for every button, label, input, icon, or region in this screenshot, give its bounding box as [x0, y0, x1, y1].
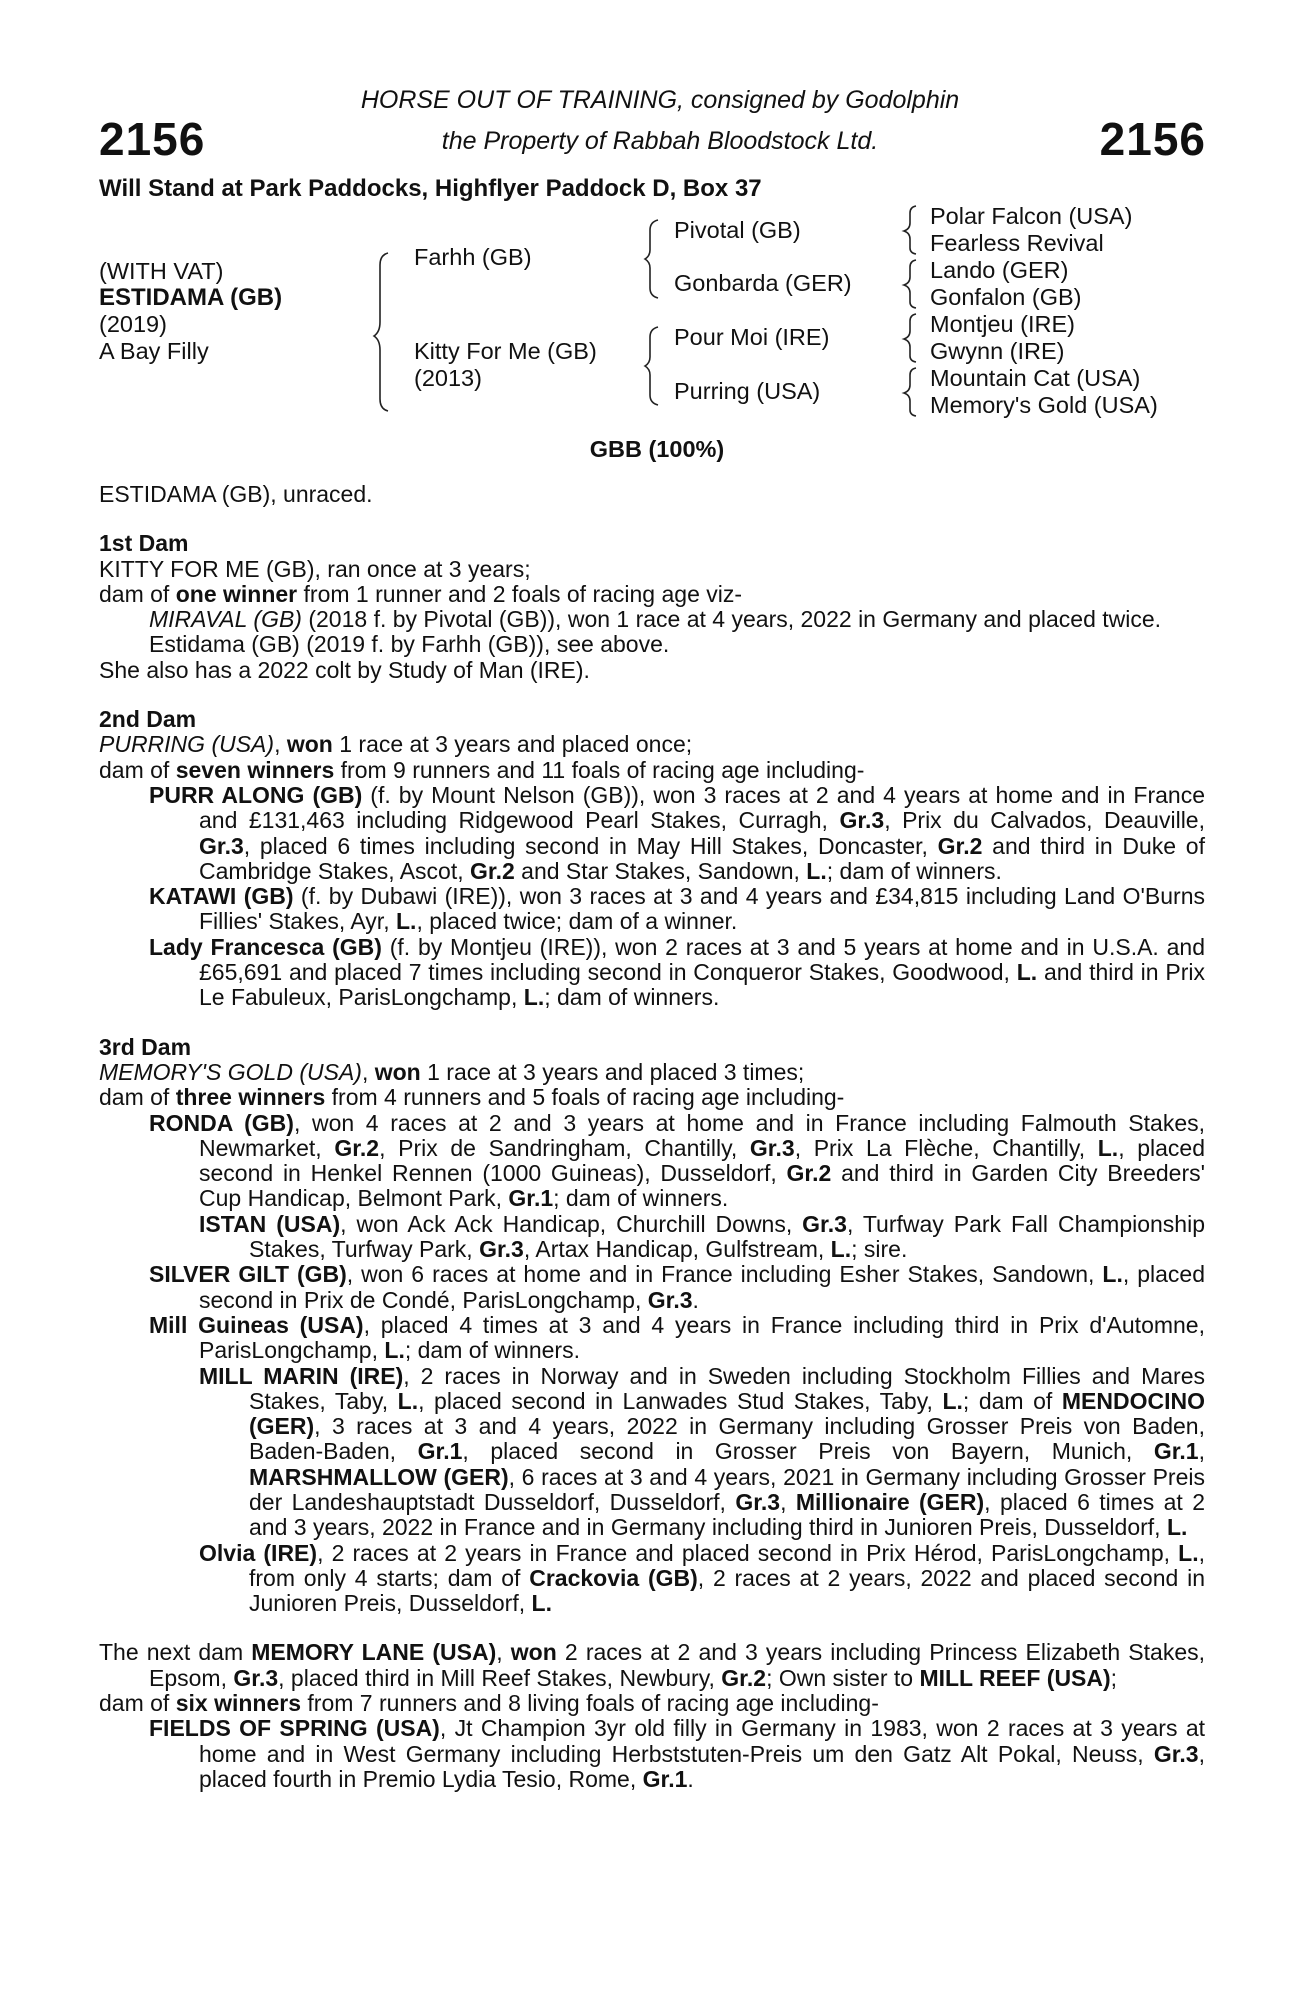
produce-purr-along: PURR ALONG (GB) (f. by Mount Nelson (GB)), won 3 races at 2 and 4 years at home and in France and £131,463 including Ridgewood Pearl Stakes, Curragh, Gr.3, Prix du Calvados, Deauville, Gr.3, placed 6 times including second in May Hill Stakes, Doncaster, Gr.2 and third in Duke of Cambridge Stakes, Ascot, Gr.2 and Star Stakes, Sandown, L.; dam of winners.	[149, 781, 1205, 884]
produce-silver-gilt: SILVER GILT (GB), won 6 races at home and in France including Esher Stakes, Sandown, L., placed second in Prix de Condé, ParisLongchamp, Gr.3.	[149, 1261, 1206, 1313]
third-dam-line: MEMORY'S GOLD (USA), won 1 race at 3 years and placed 3 times;	[99, 1058, 805, 1085]
third-dam-produce: dam of three winners from 4 runners and 5 foals of racing age including-	[99, 1084, 845, 1111]
pedigree-braces	[0, 0, 1314, 440]
gbb-percentage: GBB (100%)	[589, 436, 725, 462]
gen3-4: Gonfalon (GB)	[930, 284, 1082, 310]
next-dam-produce: dam of six winners from 7 runners and 8 living foals of racing age including-	[99, 1690, 879, 1717]
produce-istan: ISTAN (USA), won Ack Ack Handicap, Churchill Downs, Gr.3, Turfway Park Fall Championship Stakes, Turfway Park, Gr.3, Artax Handicap, Gulfstream, L.; sire.	[199, 1210, 1205, 1263]
gen3-1: Polar Falcon (USA)	[930, 203, 1133, 229]
dam-dam: Purring (USA)	[674, 378, 821, 404]
produce-estidama: Estidama (GB) (2019 f. by Farhh (GB)), see above.	[149, 631, 670, 658]
catalogue-body	[99, 482, 1205, 1792]
vat-label: (WITH VAT)	[99, 258, 224, 284]
sire-sire: Pivotal (GB)	[674, 217, 801, 243]
first-dam-title: 1st Dam	[99, 530, 189, 557]
produce-olvia: Olvia (IRE), 2 races at 2 years in France and placed second in Prix Hérod, ParisLongchamp, L., from only 4 starts; dam of Crackovia (GB), 2 races at 2 years, 2022 and placed second in Junioren Preis, Dusseldorf, L.	[199, 1539, 1205, 1617]
gen3-6: Gwynn (IRE)	[930, 338, 1065, 364]
header-line-2: the Property of Rabbah Bloodstock Ltd.	[441, 127, 879, 155]
gen3-7: Mountain Cat (USA)	[930, 365, 1141, 391]
gen3-5: Montjeu (IRE)	[930, 311, 1075, 337]
first-dam-line: KITTY FOR ME (GB), ran once at 3 years;	[99, 555, 531, 582]
dam-name: Kitty For Me (GB)	[414, 338, 597, 364]
produce-mill-marin: MILL MARIN (IRE), 2 races in Norway and in Sweden including Stockholm Fillies and Mares Stakes, Taby, L., placed second in Lanwades Stud Stakes, Taby, L.; dam of MENDOCINO (GER), 3 races at 3 and 4 years, 2022 in Germany including Grosser Preis von Baden, Baden-Baden, Gr.1, placed second in Grosser Preis von Bayern, Munich, Gr.1, MARSHMALLOW (GER), 6 races at 3 and 4 years, 2021 in Germany including Grosser Preis der Landeshauptstadt Dusseldorf, Dusseldorf, Gr.3, Millionaire (GER), placed 6 times at 2 and 3 years, 2022 in France and in Germany including third in Junioren Preis, Dusseldorf, L.	[199, 1362, 1205, 1541]
second-dam-produce: dam of seven winners from 9 runners and 11 foals of racing age including-	[99, 756, 865, 783]
lot-number-left: 2156	[99, 113, 206, 165]
horse-description: A Bay Filly	[99, 338, 209, 364]
produce-ronda: RONDA (GB), won 4 races at 2 and 3 years at home and in France including Falmouth Stakes, Newmarket, Gr.2, Prix de Sandringham, Chantilly, Gr.3, Prix La Flèche, Chantilly, L., placed second in Henkel Rennen (1000 Guineas), Dusseldorf, Gr.2 and third in Garden City Breeders' Cup Handicap, Belmont Park, Gr.1; dam of winners.	[149, 1109, 1206, 1212]
first-dam-produce: dam of one winner from 1 runner and 2 foals of racing age viz-	[99, 580, 743, 607]
sire-dam: Gonbarda (GER)	[674, 270, 852, 296]
dam-year: (2013)	[414, 365, 482, 391]
lot-number-right: 2156	[1099, 113, 1206, 165]
gen3-8: Memory's Gold (USA)	[930, 392, 1158, 418]
first-dam-note: She also has a 2022 colt by Study of Man (IRE).	[99, 656, 590, 683]
header-line-1: HORSE OUT OF TRAINING, consigned by Godolphin	[360, 86, 960, 114]
gen3-2: Fearless Revival	[930, 230, 1104, 256]
stand-location: Will Stand at Park Paddocks, Highflyer Paddock D, Box 37	[99, 175, 762, 202]
horse-year: (2019)	[99, 311, 167, 337]
second-dam-line: PURRING (USA), won 1 race at 3 years and placed once;	[99, 731, 693, 758]
next-dam-line: The next dam MEMORY LANE (USA), won 2 races at 2 and 3 years including Princess Elizabeth Stakes, Epsom, Gr.3, placed third in Mill Reef Stakes, Newbury, Gr.2; Own sister to MILL REEF (USA);	[99, 1639, 1206, 1691]
horse-name: ESTIDAMA (GB)	[99, 284, 283, 311]
sire-name: Farhh (GB)	[414, 244, 532, 270]
produce-miraval: MIRAVAL (GB) (2018 f. by Pivotal (GB)), won 1 race at 4 years, 2022 in Germany and placed twice.	[149, 606, 1162, 633]
second-dam-title: 2nd Dam	[99, 706, 197, 733]
dam-sire: Pour Moi (IRE)	[674, 324, 830, 350]
produce-mill-guineas: Mill Guineas (USA), placed 4 times at 3 and 4 years in France including third in Prix d'Automne, ParisLongchamp, L.; dam of winners.	[149, 1311, 1205, 1364]
produce-fields-of-spring: FIELDS OF SPRING (USA), Jt Champion 3yr old filly in Germany in 1983, won 2 races at 3 years at home and in West Germany including Herbststuten-Preis um den Gatz Alt Pokal, Neuss, Gr.3, placed fourth in Premio Lydia Tesio, Rome, Gr.1.	[149, 1715, 1205, 1792]
intro-line: ESTIDAMA (GB), unraced.	[99, 481, 373, 507]
gen3-3: Lando (GER)	[930, 257, 1069, 283]
produce-lady-francesca: Lady Francesca (GB) (f. by Montjeu (IRE)), won 2 races at 3 and 5 years at home and in U.S.A. and £65,691 and placed 7 times including second in Conqueror Stakes, Goodwood, L. and third in Prix Le Fabuleux, ParisLongchamp, L.; dam of winners.	[149, 933, 1205, 1011]
third-dam-title: 3rd Dam	[99, 1033, 192, 1060]
produce-katawi: KATAWI (GB) (f. by Dubawi (IRE)), won 3 races at 3 and 4 years and £34,815 including Land O'Burns Fillies' Stakes, Ayr, L., placed twice; dam of a winner.	[149, 883, 1205, 935]
